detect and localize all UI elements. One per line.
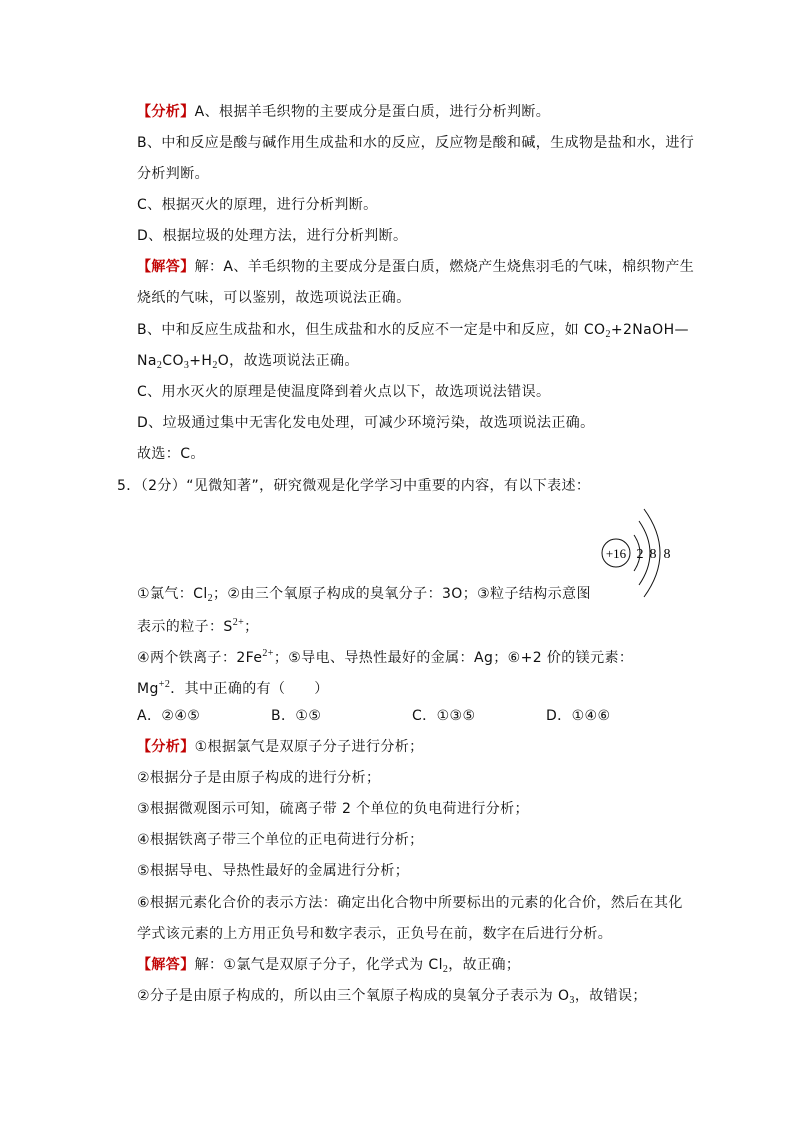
solution-answer: 故选：C。	[137, 446, 205, 462]
shell-2-electrons: 8	[649, 547, 657, 562]
solution-line-c: C、用水灭火的原理是使温度降到着火点以下，故选项说法错误。	[137, 384, 551, 400]
solution5-tag: 【解答】	[137, 957, 195, 973]
analysis5-line-5: ⑤根据导电、导热性最好的金属进行分析；	[137, 863, 410, 879]
analysis-line-b2: 分析判断。	[137, 166, 209, 182]
analysis5-line-6b: 学式该元素的上方用正负号和数字表示，正负号在前，数字在后进行分析。	[137, 926, 613, 942]
question-5-line-1: ①氯气：$Cl_2$；②由三个氧原子构成的臭氧分子：3O；③粒子结构示意图	[137, 586, 591, 604]
analysis-line-c: C、根据灭火的原理，进行分析判断。	[137, 197, 378, 213]
analysis5-line-1: 【分析】①根据氯气是双原子分子进行分析；	[137, 739, 424, 755]
solution5-line-2: ②分子是由原子构成的，所以由三个氧原子构成的臭氧分子表示为 $O_3$，故错误；	[137, 988, 647, 1006]
question-5-line-2: 表示的粒子：$S^{2+}$；	[137, 617, 259, 635]
analysis5-line-2: ②根据分子是由原子构成的进行分析；	[137, 770, 381, 786]
atom-structure-diagram	[596, 505, 676, 601]
analysis5-line-6a: ⑥根据元素化合价的表示方法：确定出化合物中所要标出的元素的化合价，然后在其化	[137, 895, 683, 911]
question-5-line-4: $Mg^{+2}$．其中正确的有（ ）	[137, 679, 329, 697]
analysis5-line-3: ③根据微观图示可知，硫离子带 2 个单位的负电荷进行分析；	[137, 801, 529, 817]
shell-3-electrons: 8	[663, 547, 671, 562]
analysis-tag: 【分析】	[137, 104, 195, 120]
solution-line-a1: 【解答】解：A、羊毛织物的主要成分是蛋白质，燃烧产生烧焦羽毛的气味，棉织物产生	[137, 259, 695, 275]
shell-1-electrons: 2	[636, 547, 644, 562]
solution-line-b2: $Na_2CO_3+H_2O$，故选项说法正确。	[137, 353, 359, 371]
analysis5-tag: 【分析】	[137, 739, 195, 755]
solution-line-d: D、垃圾通过集中无害化发电处理，可减少环境污染，故选项说法正确。	[137, 415, 595, 431]
solution-line-a2: 烧纸的气味，可以鉴别，故选项说法正确。	[137, 290, 411, 306]
analysis-line-d: D、根据垃圾的处理方法，进行分析判断。	[137, 228, 408, 244]
question-5-line-3: ④两个铁离子：$2Fe^{2+}$；⑤导电、导热性最好的金属：Ag；⑥+2 价的镁元素：	[137, 648, 634, 666]
analysis-line-a: 【分析】A、根据羊毛织物的主要成分是蛋白质，进行分析判断。	[137, 104, 551, 120]
solution5-line-1: 【解答】解：①氯气是双原子分子，化学式为 $Cl_2$，故正确；	[137, 957, 521, 975]
option-a: A．②④⑤	[137, 708, 201, 724]
solution-tag: 【解答】	[137, 259, 195, 275]
option-c: C．①③⑤	[412, 708, 476, 724]
analysis5-line-4: ④根据铁离子带三个单位的正电荷进行分析；	[137, 832, 424, 848]
option-d: D．①④⑥	[546, 708, 611, 724]
option-b: B．①⑤	[271, 708, 322, 724]
question-5-stem: 5．（2分）“见微知著”，研究微观是化学学习中重要的内容，有以下表述：	[117, 478, 591, 494]
analysis-line-b1: B、中和反应是酸与碱作用生成盐和水的反应，反应物是酸和碱，生成物是盐和水，进行	[137, 135, 695, 151]
nucleus-charge: +16	[605, 546, 627, 561]
solution-line-b1: B、中和反应生成盐和水，但生成盐和水的反应不一定是中和反应，如 $CO_2+2NaOH—$	[137, 322, 689, 340]
